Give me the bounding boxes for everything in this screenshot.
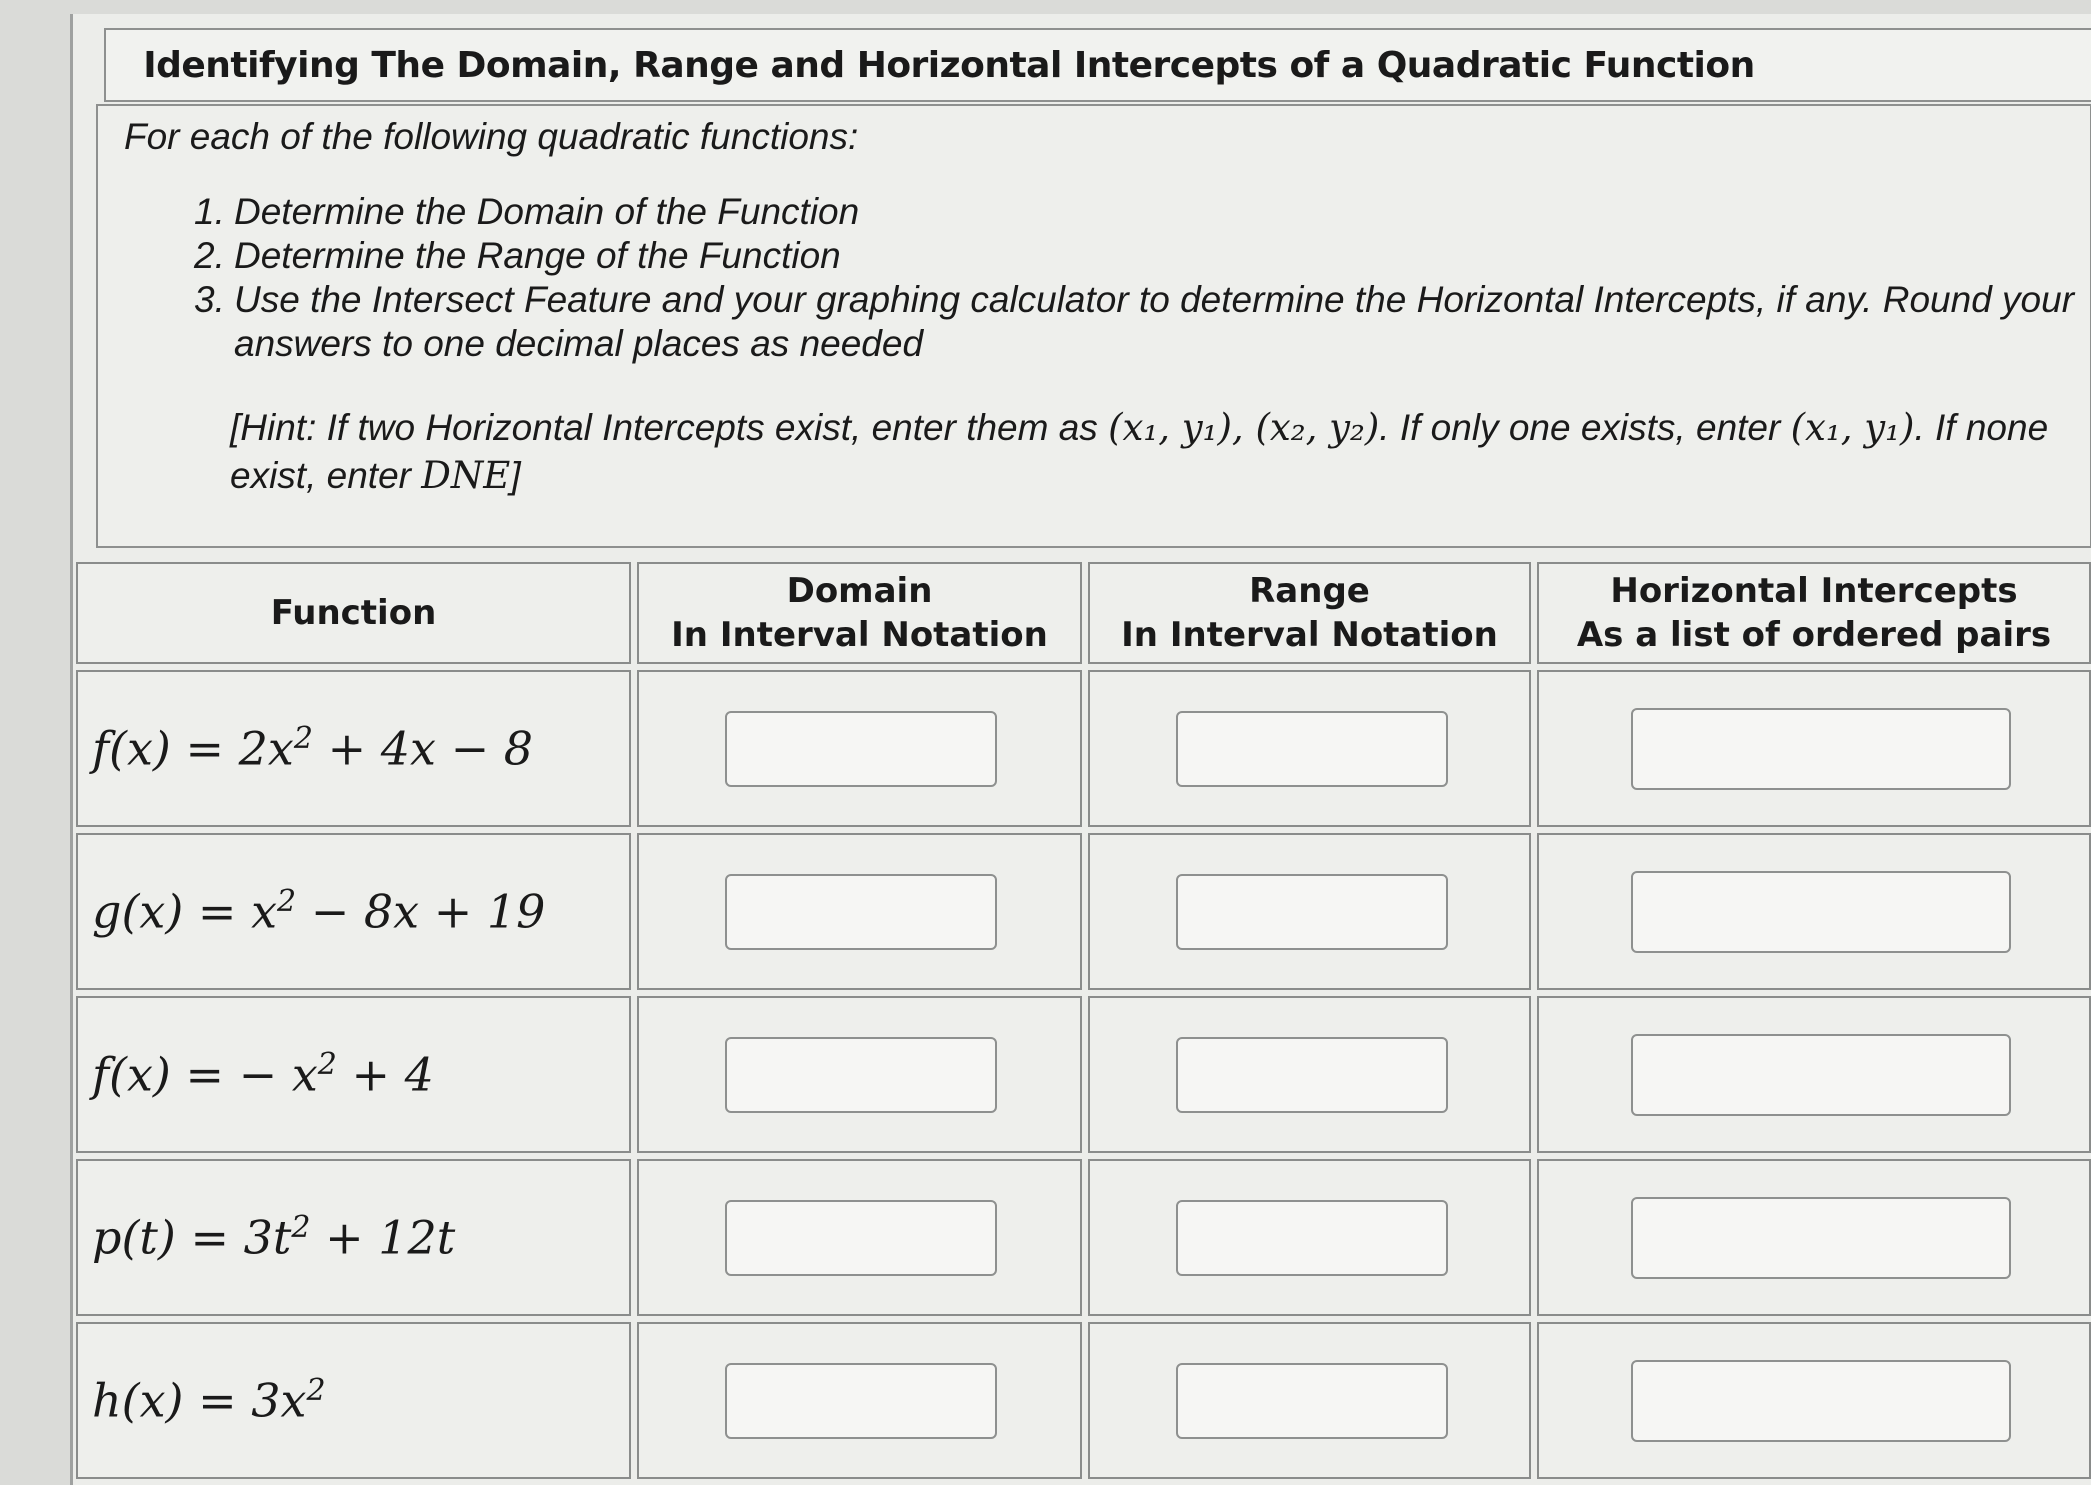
domain-cell: [637, 833, 1082, 990]
domain-cell: [637, 670, 1082, 827]
header-label: Horizontal Intercepts: [1610, 571, 2018, 611]
hint-part: . If only one exists, enter: [1379, 407, 1791, 448]
function-rhs: + 12t: [310, 1210, 456, 1265]
function-exponent: 2: [277, 884, 297, 920]
function-cell: [76, 1322, 631, 1479]
step-number: 3.: [194, 279, 225, 320]
instructions-steps: [194, 190, 2084, 366]
header-row: [76, 562, 2091, 664]
range-input[interactable]: [1176, 1363, 1448, 1439]
hint-text: [230, 404, 2080, 500]
range-cell: [1088, 996, 1531, 1153]
header-sublabel: In Interval Notation: [671, 615, 1048, 655]
intercepts-input[interactable]: [1631, 871, 2011, 953]
range-input[interactable]: [1176, 1200, 1448, 1276]
range-cell: [1088, 833, 1531, 990]
range-input[interactable]: [1176, 874, 1448, 950]
range-cell: [1088, 1159, 1531, 1316]
header-label: Function: [270, 593, 437, 633]
header-label: Range: [1249, 571, 1370, 611]
range-input[interactable]: [1176, 1037, 1448, 1113]
table-row: [76, 1159, 2091, 1316]
header-label: Domain: [786, 571, 933, 611]
function-exponent: 2: [293, 721, 313, 757]
table-row: [76, 1322, 2091, 1479]
intercepts-input[interactable]: [1631, 1197, 2011, 1279]
intercepts-cell: [1537, 1159, 2091, 1316]
domain-cell: [637, 1159, 1082, 1316]
domain-input[interactable]: [725, 874, 997, 950]
step-number: 1.: [194, 191, 225, 232]
instructions-intro: For each of the following quadratic functions:: [124, 116, 859, 157]
intercepts-cell: [1537, 1322, 2091, 1479]
range-cell: [1088, 670, 1531, 827]
title-bar: [104, 28, 2091, 102]
header-sublabel: In Interval Notation: [1121, 615, 1498, 655]
header-function: [76, 562, 631, 664]
step-item: [194, 190, 2084, 234]
intercepts-input[interactable]: [1631, 708, 2011, 790]
step-text: Use the Intersect Feature and your graphing calculator to determine the Horizontal Intercepts, if any. Round your answers to one decimal places as needed: [234, 279, 2075, 364]
function-lhs: p(t) = 3t: [92, 1210, 292, 1265]
domain-input[interactable]: [725, 1200, 997, 1276]
hint-math: (x₁, y₁), (x₂, y₂): [1108, 406, 1380, 449]
intercepts-input[interactable]: [1631, 1360, 2011, 1442]
function-rhs: − 8x + 19: [296, 884, 546, 939]
function-rhs: + 4: [336, 1047, 434, 1102]
function-exponent: 2: [291, 1210, 311, 1246]
function-lhs: f(x) = − x: [92, 1047, 318, 1102]
table-row: [76, 996, 2091, 1153]
step-text: Determine the Domain of the Function: [234, 191, 860, 232]
function-lhs: g(x) = x: [92, 884, 278, 939]
domain-cell: [637, 996, 1082, 1153]
function-exponent: 2: [317, 1047, 337, 1083]
intercepts-cell: [1537, 996, 2091, 1153]
table-row: [76, 833, 2091, 990]
header-intercepts: [1537, 562, 2091, 664]
intercepts-cell: [1537, 670, 2091, 827]
table-row: [76, 670, 2091, 827]
instructions-panel: [96, 104, 2091, 548]
function-cell: [76, 1159, 631, 1316]
function-cell: [76, 670, 631, 827]
hint-math: (x₁, y₁): [1790, 406, 1915, 449]
step-item: [194, 278, 2084, 366]
header-sublabel: As a list of ordered pairs: [1576, 615, 2052, 655]
domain-cell: [637, 1322, 1082, 1479]
header-range: [1088, 562, 1531, 664]
function-exponent: 2: [306, 1373, 326, 1409]
domain-input[interactable]: [725, 1037, 997, 1113]
answer-table: [70, 556, 2091, 1485]
step-text: Determine the Range of the Function: [234, 235, 841, 276]
step-number: 2.: [194, 235, 225, 276]
hint-part: [Hint: If two Horizontal Intercepts exist, enter them as: [230, 407, 1109, 448]
domain-input[interactable]: [725, 711, 997, 787]
domain-input[interactable]: [725, 1363, 997, 1439]
function-rhs: + 4x − 8: [312, 721, 534, 776]
intercepts-cell: [1537, 833, 2091, 990]
hint-math: DNE: [421, 454, 511, 497]
function-lhs: h(x) = 3x: [92, 1373, 307, 1428]
function-lhs: f(x) = 2x: [92, 721, 294, 776]
range-cell: [1088, 1322, 1531, 1479]
function-cell: [76, 996, 631, 1153]
page-title: Identifying The Domain, Range and Horizontal Intercepts of a Quadratic Function: [143, 44, 1755, 86]
step-item: [194, 234, 2084, 278]
range-input[interactable]: [1176, 711, 1448, 787]
function-cell: [76, 833, 631, 990]
header-domain: [637, 562, 1082, 664]
hint-part: . If none exist, enter: [230, 407, 2049, 496]
intercepts-input[interactable]: [1631, 1034, 2011, 1116]
hint-part: ]: [510, 455, 521, 496]
